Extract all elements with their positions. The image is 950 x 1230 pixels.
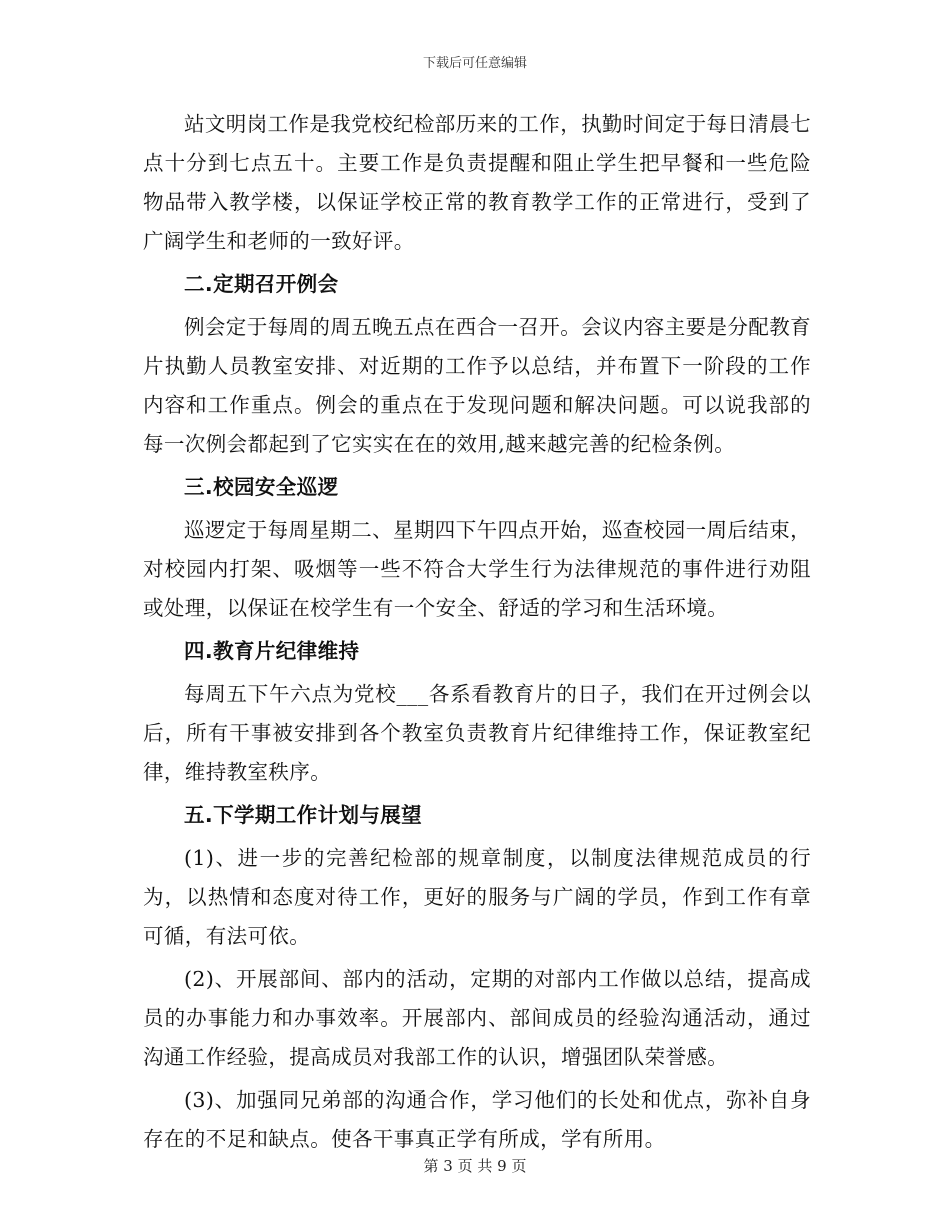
page-number: 第 3 页 共 9 页 [423, 1157, 527, 1175]
section-paragraph-patrol: 巡逻定于每周星期二、星期四下午四点开始，巡查校园一周后结束，对校园内打架、吸烟等一些不符合大学生行为法律规范的事件进行劝阻或处理，以保证在校学生有一个安全、舒适的学习和生活环境。 [143, 518, 811, 620]
section-heading-patrol: 三.校园安全巡逻 [184, 475, 339, 499]
section-heading-discipline: 四.教育片纪律维持 [184, 639, 360, 663]
intro-paragraph: 站文明岗工作是我党校纪检部历来的工作，执勤时间定于每日清晨七点十分到七点五十。主要工作是负责提醒和阻止学生把早餐和一些危险物品带入教学楼，以保证学校正常的教育教学工作的正常进行，受到了广阔学生和老师的一致好评。 [143, 112, 811, 253]
document-body [143, 105, 811, 1159]
section-paragraph-discipline: 每周五下午六点为党校___各系看教育片的日子，我们在开过例会以后，所有干事被安排到各个教室负责教育片纪律维持工作，保证教室纪律，维持教室秩序。 [143, 682, 811, 784]
plan-item-2: (2)、开展部间、部内的活动，定期的对部内工作做以总结，提高成员的办事能力和办事效率。开展部内、部间成员的经验沟通活动，通过沟通工作经验，提高成员对我部工作的认识，增强团队荣誉感。 [143, 967, 811, 1069]
plan-item-3: (3)、加强同兄弟部的沟通合作，学习他们的长处和优点，弥补自身存在的不足和缺点。使各干事真正学有所成，学有所用。 [143, 1088, 811, 1151]
plan-item-1: (1)、进一步的完善纪检部的规章制度，以制度法律规范成员的行为，以热情和态度对待工作，更好的服务与广阔的学员，作到工作有章可循，有法可依。 [143, 846, 811, 948]
section-paragraph-meetings: 例会定于每周的周五晚五点在西合一召开。会议内容主要是分配教育片执勤人员教室安排、对近期的工作予以总结，并布置下一阶段的工作内容和工作重点。例会的重点在于发现问题和解决问题。可以说我部的每一次例会都起到了它实实在在的效用,越来越完善的纪检条例。 [143, 315, 811, 456]
section-heading-plan: 五.下学期工作计划与展望 [184, 803, 423, 827]
page-header: 下载后可任意编辑 [422, 56, 527, 71]
section-heading-meetings: 二.定期召开例会 [184, 272, 339, 296]
